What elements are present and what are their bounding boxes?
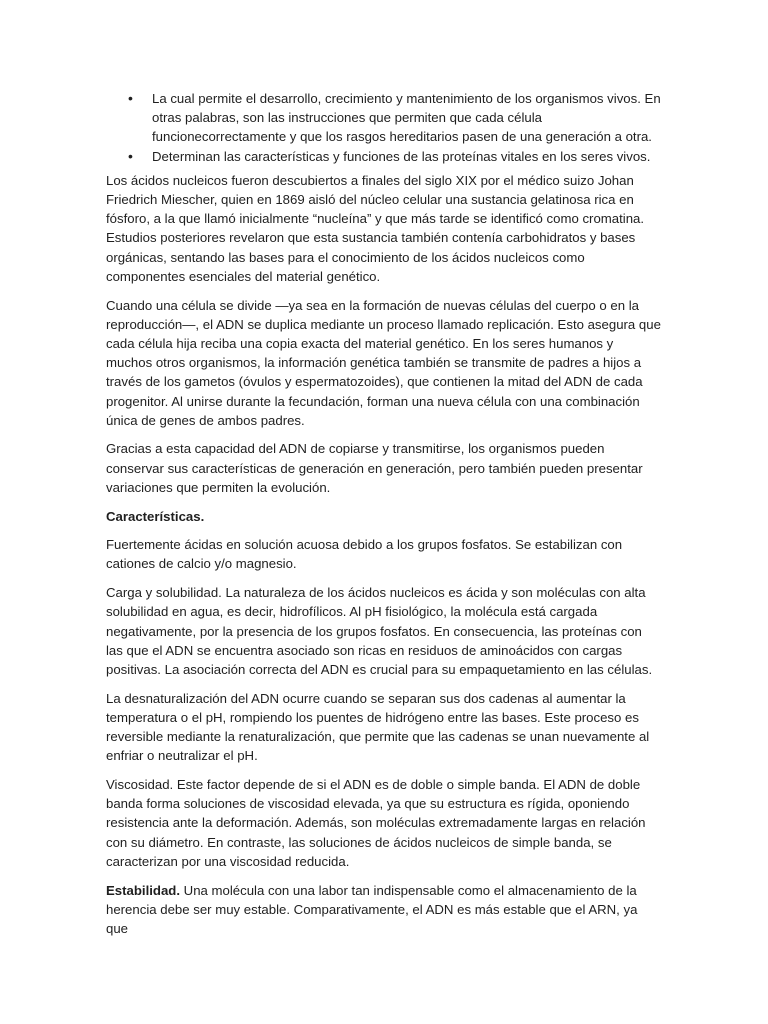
document-page	[106, 89, 662, 948]
paragraph-acidity: Fuertemente ácidas en solución acuosa debido a los grupos fosfatos. Se estabilizan con cationes de calcio y/o magnesio.	[106, 537, 623, 572]
bullet-item-2	[106, 147, 662, 166]
section-heading: Características.	[106, 508, 205, 524]
stability-label: Estabilidad.	[106, 882, 181, 898]
paragraph-denaturation: La desnaturalización del ADN ocurre cuando se separan sus dos cadenas al aumentar la temperatura o el pH, rompiendo los puentes de hidrógeno entre las bases. Este proceso es reversible mediante la renaturalización, que permite que las cadenas se unan nuevamente al enfriar o neutralizar el pH.	[106, 690, 650, 764]
paragraph-discovery: Los ácidos nucleicos fueron descubiertos a finales del siglo XIX por el médico suizo Johan Friedrich Miescher, quien en 1869 aisló del núcleo celular una sustancia gelatinosa rica en fósforo, a la que llamó inicialmente “nucleína” y que más tarde se identificó como cromatina. Estudios posteriores revelaron que esta sustancia también contenía carbohidratos y bases orgánicas, sentando las bases para el conocimiento de los ácidos nucleicos como componentes esenciales del material genético.	[106, 172, 645, 284]
paragraph-stability	[106, 881, 662, 939]
paragraph-evolution: Gracias a esta capacidad del ADN de copiarse y transmitirse, los organismos pueden conservar sus características de generación en generación, pero también pueden presentar variaciones que permiten la evolución.	[106, 441, 643, 495]
paragraph-charge-solubility: Carga y solubilidad. La naturaleza de los ácidos nucleicos es ácida y son moléculas con alta solubilidad en agua, es decir, hidrofílicos. Al pH fisiológico, la molécula está cargada negativamente, por la presencia de los grupos fosfatos. En consecuencia, las proteínas con las que el ADN se encuentra asociado son ricas en residuos de aminoácidos con cargas positivas. La asociación correcta del ADN es crucial para su empaquetamiento en las células.	[106, 585, 653, 677]
bullet-dot-icon: •	[128, 90, 133, 106]
stability-text: Una molécula con una labor tan indispensable como el almacenamiento de la herencia debe ser muy estable. Comparativamente, el ADN es más estable que el ARN, ya que	[106, 882, 638, 936]
bullet-list	[106, 89, 662, 166]
bullet-text-2: Determinan las características y funciones de las proteínas vitales en los seres vivos.	[152, 148, 651, 164]
paragraph-viscosity: Viscosidad. Este factor depende de si el ADN es de doble o simple banda. El ADN de doble banda forma soluciones de viscosidad elevada, ya que su estructura es rígida, oponiendo resistencia ante la deformación. Además, son moléculas extremadamente largas en relación con su diámetro. En contraste, las soluciones de ácidos nucleicos de simple banda, se caracterizan por una viscosidad reducida.	[106, 777, 646, 869]
bullet-item-1	[106, 89, 662, 147]
bullet-text-1: La cual permite el desarrollo, crecimiento y mantenimiento de los organismos vivos. En otras palabras, son las instrucciones que permiten que cada célula funcionecorrectamente y que los rasgos hereditarios pasen de una generación a otra.	[152, 91, 661, 145]
paragraph-replication: Cuando una célula se divide —ya sea en la formación de nuevas células del cuerpo o en la reproducción—, el ADN se duplica mediante un proceso llamado replicación. Esto asegura que cada célula hija reciba una copia exacta del material genético. En los seres humanos y muchos otros organismos, la información genética también se transmite de padres a hijos a través de los gametos (óvulos y espermatozoides), que contienen la mitad del ADN de cada progenitor. Al unirse durante la fecundación, forman una nueva célula con una combinación única de genes de ambos padres.	[106, 297, 661, 428]
bullet-dot-icon: •	[128, 147, 133, 164]
